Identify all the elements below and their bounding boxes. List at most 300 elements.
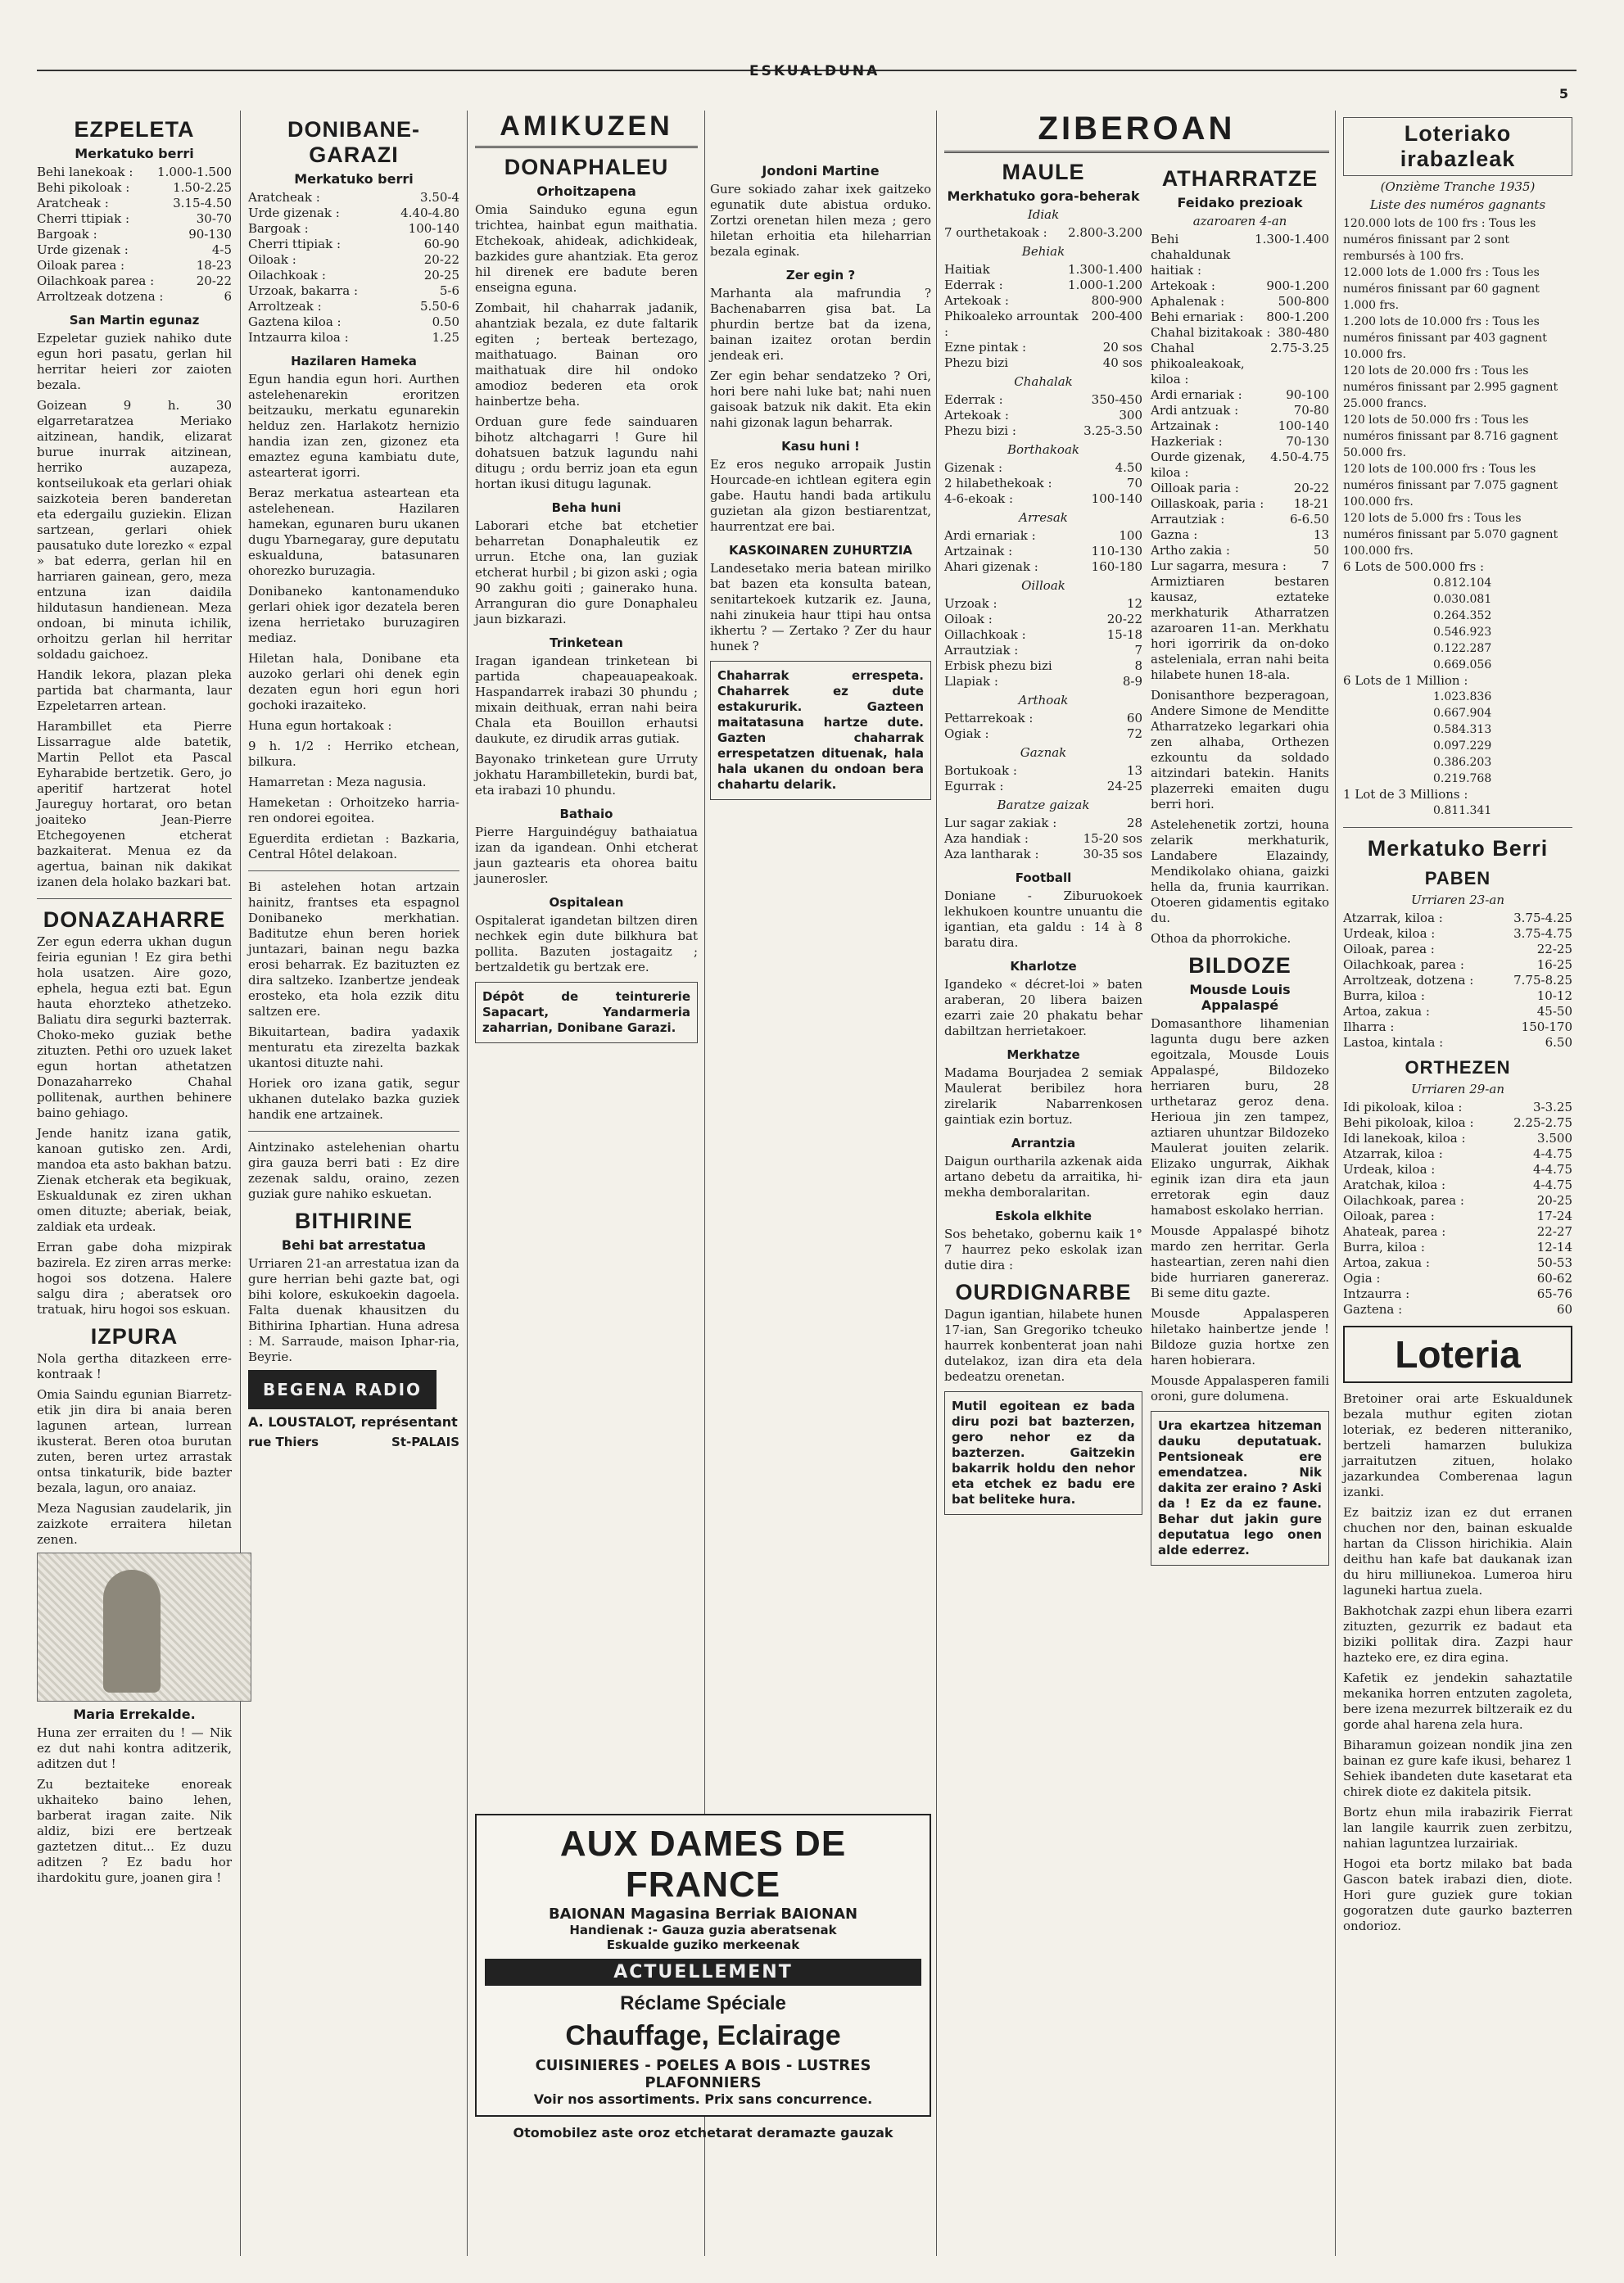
- article-text: Hiletan hala, Donibane eta auzoko gerlari ohi denek egin dezaten egun hori egun hori gochoki irazaiteko.: [248, 651, 459, 712]
- price-label: Oiloak parea :: [37, 258, 125, 273]
- ad-title: AUX DAMES DE FRANCE: [559, 1824, 847, 1905]
- price-value: 70: [1126, 476, 1142, 491]
- article-text: Gure sokiado zahar ixek gaitzeko egunatik dute abistua orduko. Zortzi orenetan hilen meza ; gero hiletan erhoitia eta hileharrian bezala eginak.: [710, 182, 931, 259]
- price-row: [248, 206, 459, 221]
- price-label: Chahal bizitakoak :: [1151, 325, 1271, 340]
- price-value: 22-27: [1536, 1224, 1572, 1239]
- article-text: Donisanthore bezperagoan, Andere Simone de Menditte Atharratzeko legarkari ohia zen alhaba, Orthezen ezkountu da soldado aitzindari batekin. Hanits plazerreki emaiten dugu berri hori.: [1151, 688, 1329, 811]
- lottery-number: 0.122.287: [1433, 642, 1492, 655]
- price-value: 45-50: [1536, 1004, 1572, 1019]
- price-row: [248, 314, 459, 330]
- article-title: Bathaio: [559, 807, 613, 821]
- article-text: Othoa da phorrokiche.: [1151, 931, 1292, 946]
- section-title: ATHARRATZE: [1161, 166, 1319, 191]
- column-loteria: [1343, 111, 1572, 2256]
- price-row: [37, 242, 232, 258]
- article-text: Hogoi eta bortz milako bat bada Gascon batek irabazi dien, diote. Hori gure guziek gure tokian gogoratzen dute gaurko bazterren ondorioz.: [1343, 1856, 1572, 1933]
- price-value: 24-25: [1106, 779, 1142, 793]
- article-text: Laborari etche bat etchetier beharretan Donaphaleutik ez urrun. Etche ona, lan guziak etcherat hurbil ; bi gizon aski ; ogia 90 zakhu goiti ; gainerako huna. Arranguran dio gure Donaphaleu jaun bizkarazi.: [475, 518, 698, 626]
- price-label: Urzoak :: [944, 596, 997, 611]
- price-row: [1343, 911, 1572, 926]
- price-list: [944, 763, 1142, 794]
- article-text: Egun handia egun hori. Aurthen astelehenarekin eroritzen beitzauku, merkatu egunarekin helduz zen. Harlakotz hernizio handia izan zen, gizonez eta emaztez eguna kambiatu dute, astearterat igorri.: [248, 372, 459, 480]
- price-row: [1151, 543, 1329, 558]
- price-row: [1151, 294, 1329, 310]
- column-rule: [467, 111, 468, 2256]
- price-row: [37, 211, 232, 227]
- price-label: Artzainak :: [944, 544, 1013, 558]
- price-label: Ardi ernariak :: [944, 528, 1036, 543]
- lottery-number: 0.812.104: [1433, 576, 1492, 590]
- lottery-number: 0.386.203: [1433, 756, 1492, 769]
- price-row: [944, 293, 1142, 309]
- price-row: [944, 528, 1142, 544]
- paper-name: ESKUALDUNA: [749, 63, 880, 79]
- ad-line: PLAFONNIERS: [645, 2074, 762, 2091]
- price-label: Burra, kiloa :: [1343, 988, 1425, 1003]
- article-title: Ospitalean: [549, 895, 624, 910]
- lottery-list: [1343, 215, 1572, 559]
- price-row: [944, 491, 1142, 507]
- price-label: Bargoak :: [37, 227, 97, 242]
- article-title: Eskola elkhite: [995, 1209, 1092, 1223]
- price-label: Lur sagar zakiak :: [944, 816, 1057, 830]
- price-row: [1151, 481, 1329, 496]
- price-label: 7 ourthetakoak :: [944, 225, 1047, 240]
- article-text: Huna egun hortakoak :: [248, 718, 392, 733]
- price-label: Behi pikoloak, kiloa :: [1343, 1115, 1474, 1130]
- price-value: 110-130: [1091, 544, 1142, 558]
- price-row: [1343, 988, 1572, 1004]
- article-text: Ez baitziz izan ez dut erranen chuchen nor den, bainan eskualde hartan da Clisson hirichikia. Alain deithu han kafe bat daukanak izan du hiru milliunekoa. Lumeroa hiru laguneki hartua zuela.: [1343, 1505, 1572, 1598]
- article-text: Aintzinako astelehenian ohartu gira gauza berri bati : Ez dire zezenak saldu, oraino, zezen guziak gure nahiko eskuetan.: [248, 1140, 459, 1201]
- price-list: [944, 225, 1142, 241]
- article-text: Dagun igantian, hilabete hunen 17-ian, San Gregoriko tcheuko haurrek konbenterat joan nahi dutelakoz, izan dira eta dela bedeatzu orenetan.: [944, 1307, 1142, 1384]
- price-label: Aratcheak :: [248, 190, 320, 205]
- article-text: Zu beztaiteke enoreak ukhaiteko baino lehen, barberat iragan zaite. Nik aldiz, bizi ere bertzeak gaztetzen ditut... Ez duzu aditzen ? Ez badu hor ihardokitu gure, joanen gira !: [37, 1777, 232, 1885]
- price-label: Phezu bizi: [944, 355, 1009, 370]
- price-label: Phikoaleko arrountak :: [944, 309, 1079, 339]
- article-title: Jondoni Martine: [762, 163, 880, 179]
- price-value: 4-4.75: [1532, 1178, 1572, 1192]
- price-value: 18-23: [196, 258, 232, 273]
- price-row: [944, 711, 1142, 726]
- lot-entry: 120 lots de 100.000 frs : Tous les numéros finissant par 7.075 gagnent 100.000 frs.: [1343, 463, 1558, 509]
- illustration-caption: Maria Errekalde.: [73, 1707, 196, 1722]
- price-value: 65-76: [1536, 1286, 1572, 1301]
- section-subtitle: Mousde Louis Appalaspé: [1189, 982, 1291, 1013]
- column-atharratze: [1151, 160, 1329, 2256]
- price-label: Ardi ernariak :: [1151, 387, 1242, 402]
- price-label: Artekoak :: [944, 293, 1009, 308]
- date-subtitle: Urriaren 29-an: [1411, 1082, 1504, 1096]
- lottery-number: 0.584.313: [1433, 723, 1492, 736]
- ad-special: Réclame Spéciale: [620, 1992, 786, 2014]
- price-row: [1151, 527, 1329, 543]
- price-label: Urde gizenak :: [37, 242, 129, 257]
- price-value: 4-4.75: [1532, 1162, 1572, 1177]
- section-title: MAULE: [1002, 160, 1085, 184]
- price-label: Oillaskoak, paria :: [1151, 496, 1264, 511]
- price-label: Urzoak, bakarra :: [248, 283, 358, 298]
- price-value: 90-100: [1286, 387, 1329, 402]
- article-title: Kharlotze: [1010, 959, 1077, 974]
- price-value: 3.15-4.50: [173, 196, 232, 210]
- price-label: Gazna :: [1151, 527, 1198, 542]
- price-value: 6-6.50: [1289, 512, 1329, 527]
- price-row: [944, 596, 1142, 612]
- article-text: Beraz merkatua asteartean eta astelehenean. Hazilaren hamekan, egunaren buru ukanen dugu Ybarnegaray, gure deputatu eskualduna, batasunaren ohorezko buruzagia.: [248, 486, 459, 578]
- price-row: [944, 831, 1142, 847]
- price-value: 30-35 sos: [1083, 847, 1142, 861]
- advertisement: [475, 1806, 931, 2231]
- section-title: Merkatuko Berri: [1367, 836, 1549, 861]
- loteria-header: [1343, 1326, 1572, 1383]
- price-row: [1343, 1131, 1572, 1146]
- price-row: [1151, 278, 1329, 294]
- price-label: Aza lantharak :: [944, 847, 1039, 861]
- price-row: [248, 252, 459, 268]
- price-value: 7: [1134, 643, 1142, 658]
- price-row: [944, 612, 1142, 627]
- price-value: 4-4.75: [1532, 1146, 1572, 1161]
- lottery-number: 0.219.768: [1433, 772, 1492, 785]
- price-label: Artoa, zakua :: [1343, 1255, 1430, 1270]
- article-text: Handik lekora, plazan pleka partida bat charmanta, laur Ezpeletarren artean.: [37, 667, 232, 713]
- lottery-number: 0.669.056: [1433, 658, 1492, 671]
- price-value: 18-21: [1293, 496, 1329, 511]
- price-row: [944, 779, 1142, 794]
- price-row: [944, 460, 1142, 476]
- price-label: Hazkeriak :: [1151, 434, 1223, 449]
- article-title: KASKOINAREN ZUHURTZIA: [728, 543, 913, 558]
- ad-line: Eskualde guziko merkeenak: [606, 1937, 800, 1952]
- divider: [248, 1131, 459, 1132]
- section-title: PABEN: [1424, 868, 1491, 888]
- lot-entry: 120.000 lots de 100 frs : Tous les numéros finissant par 2 sont rembursés à 100 frs.: [1343, 217, 1536, 263]
- price-row: [1151, 434, 1329, 450]
- price-row: [1343, 1302, 1572, 1318]
- category-title: Idiak: [1027, 207, 1060, 222]
- article-text: Kafetik ez jendekin sahaztatile mekanika horren entzuten zagoleta, bere izena mezurrek biltzeraik ez du gorde ahal harena zela hura.: [1343, 1670, 1572, 1732]
- price-label: Lur sagarra, mesura :: [1151, 558, 1287, 573]
- price-value: 4.50: [1115, 460, 1142, 475]
- category-title: Chahalak: [1014, 374, 1073, 389]
- price-list: [1343, 1100, 1572, 1318]
- price-list: [944, 460, 1142, 507]
- price-list: [37, 165, 232, 305]
- price-label: Burra, kiloa :: [1343, 1240, 1425, 1255]
- article-text: Daigun ourtharila azkenak aida artano debetu da arraitika, hi-mekha demboralaritan.: [944, 1154, 1142, 1200]
- article-text: Omia Saindu egunian Biarretz-etik jin dira bi anaia beren lagunen artean, lurrean ikusterat. Beren otoa burutan zuten, beren urtez arrastak ontsa tinkaturik, bide bazter bezala, lagun, oro anaiaz.: [37, 1387, 232, 1495]
- price-label: Oilachkoak, parea :: [1343, 957, 1464, 972]
- article-text: Horiek oro izana gatik, segur ukhanen dutelako bazka guziek handik ene artzainek.: [248, 1076, 459, 1122]
- article-text: Erran gabe doha mizpirak bazirela. Ez ziren arras merke: hogoi sos dotzena. Halere salgu dira ; aberatsek oro tratuak, hiru hogoi sos eskuan.: [37, 1240, 232, 1317]
- price-row: [248, 221, 459, 237]
- price-row: [1151, 310, 1329, 325]
- price-label: Urde gizenak :: [248, 206, 340, 220]
- representative-name: A. LOUSTALOT, représentant: [248, 1414, 458, 1430]
- article-text: Hameketan : Orhoitzeko harria-ren ondorei egoitea.: [248, 795, 459, 825]
- article-text: Ezpeletar guziek nahiko dute egun hori pasatu, gerlan hil herritar heieri zor zaioten bezala.: [37, 331, 232, 392]
- price-label: Arrautziak :: [1151, 512, 1225, 527]
- lot-group: [1343, 673, 1572, 689]
- loteria-title: Loteria: [1395, 1333, 1521, 1376]
- section-subtitle: Merkatuko berri: [75, 146, 194, 161]
- article-text: Iragan igandean trinketean bi partida chapeauapeakoak. Haspandarrek irabazi 30 phundu ; mixain deithuak, erran nahi beira Chala eta Bouillon erhautsi daukute, ez dirudik arras gutiak.: [475, 653, 698, 746]
- article-text: Bakhotchak zazpi ehun libera ezarri zituzten, gezurrik ez badaut eta biziki pollitak dira. Zazpi haur hazteko ere, ez dira egina.: [1343, 1603, 1572, 1665]
- price-label: Behi lanekoak :: [37, 165, 133, 179]
- price-value: 3.25-3.50: [1083, 423, 1142, 438]
- price-value: 4.50-4.75: [1270, 450, 1329, 464]
- article-text: Bretoiner orai arte Eskualdunek bezala muthur egiten ziotan loteriak, ez bederen nitteraniko, bertzeli hamarzen bulukiza jarraitutzen zituen, holako jazarkundea Comberenaa lagun izanki.: [1343, 1391, 1572, 1499]
- price-value: 20 sos: [1102, 340, 1142, 355]
- article-text: Nola gertha ditazkeen erre-kontraak !: [37, 1351, 232, 1381]
- category-title: Baratze gaizak: [997, 798, 1090, 812]
- price-label: Urdeak, kiloa :: [1343, 926, 1436, 941]
- ad-line: Voir nos assortiments. Prix sans concurrence.: [533, 2091, 873, 2107]
- price-value: 12: [1126, 596, 1142, 611]
- price-value: 100: [1119, 528, 1142, 543]
- price-value: 30-70: [196, 211, 232, 226]
- lot-label: 6 Lots de 1 Million :: [1343, 673, 1468, 688]
- price-row: [944, 262, 1142, 278]
- price-value: 6: [224, 289, 232, 304]
- article-title: Arrantzia: [1011, 1136, 1076, 1151]
- lottery-number: 0.667.904: [1433, 707, 1492, 720]
- price-label: Oiloak, parea :: [1343, 942, 1435, 956]
- article-text: Landesetako meria batean mirilko bat bazen eta konsulta batean, senitartekoek kutzarik ez. Jauna, nahi zinukeia haur ttipi hau ontsa ikhertu ? — Zertako ? Zer du haur hunek ?: [710, 561, 931, 653]
- price-value: 40 sos: [1102, 355, 1142, 370]
- figure-shape: [103, 1570, 161, 1693]
- lottery-numbers: [1343, 802, 1572, 819]
- price-value: 20-25: [423, 268, 459, 283]
- price-value: 3.500: [1537, 1131, 1572, 1146]
- article-text: Jende hanitz izana gatik, kanoan gutisko zen. Ardi, mandoa eta asto bakhan batzu. Zienak etcherak eta begikuak, Eskualdunak ez ziren ukhan omen dituzte; aberiak, beiak, zaldiak eta urdeak.: [37, 1126, 232, 1234]
- article-title: Orhoitzapena: [536, 183, 636, 199]
- price-row: [37, 258, 232, 274]
- section-title: IZPURA: [90, 1324, 179, 1349]
- price-value: 50: [1313, 543, 1329, 558]
- article-title: Trinketean: [550, 635, 623, 650]
- category-title: Borthakoak: [1007, 442, 1079, 457]
- price-value: 6.50: [1545, 1035, 1572, 1050]
- article-text: Sos behetako, gobernu kaik 1° 7 haurrez peko eskolak izan dutie dira :: [944, 1227, 1142, 1273]
- article-title: Merkhatze: [1007, 1047, 1080, 1062]
- price-value: 1.300-1.400: [1068, 262, 1142, 277]
- price-row: [1151, 512, 1329, 527]
- price-row: [944, 627, 1142, 643]
- price-label: Atzarrak, kiloa :: [1343, 911, 1443, 925]
- section-subtitle: Feidako prezioak: [1177, 195, 1303, 210]
- price-value: 100-140: [1091, 491, 1142, 506]
- article-text: Ospitalerat igandetan biltzen diren nechkek egin dute bilkhura bat pollita. Bazuten jostagaitz ; bertzaldetik gu bertzak ere.: [475, 913, 698, 974]
- price-value: 1.300-1.400: [1255, 232, 1329, 246]
- price-value: 17-24: [1536, 1209, 1572, 1223]
- column-donibane: [248, 111, 459, 2256]
- price-row: [944, 816, 1142, 831]
- lot-entry: 120 lots de 20.000 frs : Tous les numéros finissant par 2.995 gagnent 25.000 francs.: [1343, 364, 1558, 410]
- price-label: Idi pikoloak, kiloa :: [1343, 1100, 1463, 1114]
- price-label: Artoa, zakua :: [1343, 1004, 1430, 1019]
- section-title: ORTHEZEN: [1405, 1057, 1511, 1078]
- price-label: Intzaurra kiloa :: [248, 330, 349, 345]
- price-label: Ahateak, parea :: [1343, 1224, 1446, 1239]
- article-text: Mousde Appalasperen hiletako hainbertze jende ! Bildoze guzia hortxe zen haren hobierara.: [1151, 1306, 1329, 1368]
- price-value: 500-800: [1278, 294, 1329, 309]
- price-row: [37, 165, 232, 180]
- divider: [248, 870, 459, 871]
- price-list: [944, 262, 1142, 371]
- price-row: [37, 274, 232, 289]
- section-title: BITHIRINE: [295, 1209, 413, 1233]
- price-row: [944, 674, 1142, 689]
- section-title: BILDOZE: [1188, 953, 1292, 978]
- column-ezpeleta: [37, 111, 232, 2256]
- price-value: 60-62: [1536, 1271, 1572, 1286]
- price-row: [248, 190, 459, 206]
- price-label: Erbisk phezu bizi: [944, 658, 1052, 673]
- price-value: 20-22: [423, 252, 459, 267]
- price-value: 5.50-6: [419, 299, 459, 314]
- price-value: 22-25: [1536, 942, 1572, 956]
- price-row: [1343, 1178, 1572, 1193]
- price-value: 50-53: [1536, 1255, 1572, 1270]
- price-row: [1343, 1115, 1572, 1131]
- price-list: [1343, 911, 1572, 1051]
- price-value: 900-1.200: [1266, 278, 1329, 293]
- price-row: [1343, 1004, 1572, 1019]
- price-label: Oilachkoak, parea :: [1343, 1193, 1464, 1208]
- spacer: [710, 111, 931, 160]
- price-row: [944, 544, 1142, 559]
- price-label: Oiloak :: [248, 252, 296, 267]
- article-text: Mousde Appalaspé bihotz mardo zen herritar. Gerla hasteartian, zeren nahi dien bide hurriaren ganereraz. Bi seme ditu gazte.: [1151, 1223, 1329, 1300]
- price-row: [1151, 558, 1329, 574]
- price-row: [1343, 1146, 1572, 1162]
- town: St-PALAIS: [391, 1435, 459, 1449]
- price-label: Aratcheak :: [37, 196, 109, 210]
- street: rue Thiers: [248, 1435, 319, 1449]
- lottery-number: 0.030.081: [1433, 593, 1492, 606]
- lot-group: [1343, 787, 1572, 802]
- price-value: 8: [1134, 658, 1142, 673]
- ad-banner: ACTUELLEMENT: [485, 1959, 921, 1986]
- article-text: Bikuitartean, badira yadaxik menturatu eta zirezelta bazkak ukantosi dituzte nahi.: [248, 1024, 459, 1070]
- article-text: Zombait, hil chaharrak jadanik, ahantziak bezala, ez dute faltarik egiten ; berteak bertezago, maithatuago. Bainan oro maithatuak dire hil ondoko amodioz bederen eta orok hainbertze beha.: [475, 301, 698, 409]
- lottery-number: 0.097.229: [1433, 739, 1492, 753]
- price-value: 100-140: [408, 221, 459, 236]
- price-row: [1151, 418, 1329, 434]
- article-text: Marhanta ala mafrundia ? Bachenabarren gisa bat. La phurdin bertze bat da izena, bainan izaitez orotan berdin jendeak eri.: [710, 286, 931, 363]
- price-row: [1151, 232, 1329, 278]
- price-row: [1343, 1286, 1572, 1302]
- ad-aux-dames: [475, 1814, 931, 2117]
- price-value: 1.25: [432, 330, 459, 345]
- article-text: Harambillet eta Pierre Lissarrague alde batetik, Martin Pellot eta Pascal Eyharabide bertzetik. Gero, jo aperitif hartzerat hotel Jaureguy hortarat, oro betan joaiteko Jean-Pierre Etchegoyenen etcherat bazkaiterat. Menua ez da agertua, bainan nik dakikat izanen dela holako bazkari bat.: [37, 719, 232, 889]
- article-title: Hazilaren Hameka: [291, 354, 417, 368]
- price-list: [1151, 232, 1329, 574]
- price-value: 20-22: [196, 274, 232, 288]
- region-title: AMIKUZEN: [475, 111, 698, 148]
- article-text: Zer egin behar sendatzeko ? Ori, hori bere nahi luke bat; nahi nuen gaisoak batzuk nik dakit. Eta ekin nahi gizonak lagun beharrak.: [710, 368, 931, 430]
- price-label: Oilachkoak parea :: [37, 274, 155, 288]
- price-row: [944, 726, 1142, 742]
- article-text: Igandeko « décret-loi » baten araberan, 20 libera baizen ezarri zaie 20 phakatu behar dabiltzan herrietakoer.: [944, 977, 1142, 1038]
- price-row: [37, 196, 232, 211]
- masthead: [37, 45, 1577, 102]
- section-subtitle: Merkhatuko gora-beherak: [947, 188, 1140, 204]
- price-value: 12-14: [1536, 1240, 1572, 1255]
- ad-main: Chauffage, Eclairage: [565, 2020, 841, 2051]
- article-text: Mousde Appalasperen famili oroni, gure dolumena.: [1151, 1373, 1329, 1404]
- price-value: 60: [1126, 711, 1142, 726]
- price-list: [944, 596, 1142, 689]
- price-row: [248, 268, 459, 283]
- price-row: [1343, 1162, 1572, 1178]
- price-label: Aphalenak :: [1151, 294, 1225, 309]
- price-label: Oilachkoak :: [248, 268, 326, 283]
- price-row: [1151, 450, 1329, 481]
- price-value: 3-3.25: [1532, 1100, 1572, 1114]
- article-text: Bortz ehun mila irabazirik Fierrat lan langile kaurrik zuen zerbitzu, nahian laguntzea lurzairiak.: [1343, 1805, 1572, 1851]
- price-label: Urdeak, kiloa :: [1343, 1162, 1436, 1177]
- price-row: [1343, 973, 1572, 988]
- price-label: Arrautziak :: [944, 643, 1019, 658]
- article-title: San Martin egunaz: [69, 313, 200, 328]
- article-text: Urriaren 21-an arrestatua izan da gure herrian behi gazte bat, ogi bihi kolore, eskukoekin dagoela. Falta duenak khausitzen du Bithirina Iphartian. Huna adresa : M. Sarraude, maison Iphar-ria, Beyrie.: [248, 1256, 459, 1364]
- newspaper-page: [37, 45, 1577, 2256]
- price-row: [944, 392, 1142, 408]
- price-value: 1.50-2.25: [173, 180, 232, 195]
- price-label: Ourde gizenak, kiloa :: [1151, 450, 1246, 480]
- price-label: Oiloak, parea :: [1343, 1209, 1435, 1223]
- article-text: Bayonako trinketean gure Urruty jokhatu Harambilletekin, burdi bat, eta irabazi 10 phundu.: [475, 752, 698, 798]
- price-row: [1343, 1240, 1572, 1255]
- price-row: [944, 763, 1142, 779]
- price-label: Oilloak paria :: [1151, 481, 1239, 495]
- price-row: [1343, 957, 1572, 973]
- price-row: [1343, 926, 1572, 942]
- notice-box: Ura ekartzea hitzeman dauku deputatuak. Pentsioneak ere emendatzea. Nik dakita zer eraino ? Aski da ! Ez da ez faune. Behar dut jakin gure deputatua lego onen alde ederrez.: [1151, 1411, 1329, 1566]
- price-value: 7.75-8.25: [1513, 973, 1572, 988]
- price-row: [1151, 325, 1329, 341]
- article-title: Kasu huni !: [781, 439, 860, 454]
- price-value: 1.000-1.500: [157, 165, 232, 179]
- price-row: [944, 408, 1142, 423]
- price-row: [1343, 1209, 1572, 1224]
- price-value: 3.75-4.75: [1513, 926, 1572, 941]
- representative-address: [248, 1435, 459, 1449]
- price-value: 60: [1556, 1302, 1572, 1317]
- price-label: Arroltzeak dotzena :: [37, 289, 164, 304]
- column-rule: [1335, 111, 1336, 2256]
- price-value: 90-130: [188, 227, 232, 242]
- price-label: Ilharra :: [1343, 1019, 1395, 1034]
- price-value: 300: [1119, 408, 1142, 423]
- section-title: Loteriako irabazleak: [1343, 117, 1572, 176]
- price-label: Phezu bizi :: [944, 423, 1016, 438]
- price-row: [1343, 1193, 1572, 1209]
- price-label: Gaztena :: [1343, 1302, 1403, 1317]
- price-label: Ezne pintak :: [944, 340, 1027, 355]
- price-list: [944, 816, 1142, 862]
- price-value: 2.75-3.25: [1270, 341, 1329, 355]
- price-row: [944, 278, 1142, 293]
- article-text: Zer egun ederra ukhan dugun feiria egunian ! Ez gira bethi hola usatzen. Aire gozo, ephela, hegua ezti bat. Egun hauta ehorzteko athetzeko. Baliatu dira segurki bazterrak. Choko-meko guziak bethe zituzten. Pethi oro uzuek laket egun hortan athetatzen Donazaharreko Chahal pollitenak, aurthen behinere baino gehiago.: [37, 934, 232, 1120]
- price-value: 15-20 sos: [1083, 831, 1142, 846]
- article-text: Orduan gure fede sainduaren bihotz altchagarri ! Gure hil dohatsuen batzuk lagundu nahi ditugu ; ordu berriz joan eta egun hortan ikusi ditugu lagunak.: [475, 414, 698, 491]
